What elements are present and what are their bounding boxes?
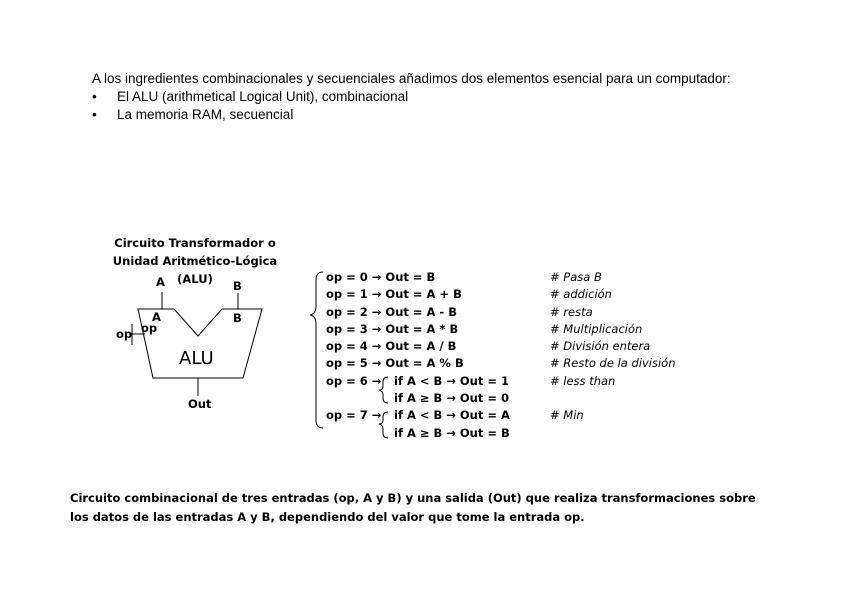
label-op-outer: op <box>116 327 133 341</box>
op-sub-expr: if A ≥ B → Out = 0 <box>394 391 510 406</box>
op-row <box>326 390 510 407</box>
op-comment: # División entera <box>550 339 651 354</box>
intro-text: A los ingredientes combinacionales y secuenciales añadimos dos elementos esencial para un computador: <box>92 71 731 86</box>
op-comment: # Pasa B <box>550 270 602 284</box>
op-row <box>326 407 584 424</box>
caption-line-2: Unidad Aritmético-Lógica (ALU) <box>112 254 278 286</box>
op-row <box>326 286 612 303</box>
op-row <box>326 355 676 372</box>
op-row <box>326 304 593 321</box>
op-comment: # addición <box>550 287 612 302</box>
op-expr: op = 6 → <box>326 373 382 388</box>
label-op-inner: op <box>141 321 158 335</box>
op-sub-expr: if A < B → Out = A <box>394 408 510 423</box>
op-sub-expr: if A < B → Out = 1 <box>394 373 510 388</box>
op-expr: op = 7 → <box>326 408 382 423</box>
bullet-alu: • El ALU (arithmetical Logical Unit), combinacional <box>92 88 731 106</box>
label-a-inner: A <box>152 310 161 324</box>
op-row <box>326 373 616 390</box>
op-expr: op = 0 → Out = B <box>326 270 436 284</box>
op-comment: # Resto de la división <box>550 356 676 371</box>
op-expr: op = 5 → Out = A % B <box>326 356 464 371</box>
op-expr: op = 2 → Out = A - B <box>326 304 457 319</box>
caption-line-1: Circuito Transformador o <box>114 236 276 250</box>
op-row <box>326 321 643 338</box>
label-b-outer: B <box>233 279 242 293</box>
op-row <box>326 425 510 442</box>
op-comment: # Multiplicación <box>550 321 643 336</box>
op-comment: # resta <box>550 304 593 319</box>
op-comment: # less than <box>550 373 616 388</box>
label-a-outer: A <box>156 275 165 289</box>
label-out: Out <box>188 397 212 411</box>
bullet-ram: • La memoria RAM, secuencial <box>92 106 731 124</box>
label-alu: ALU <box>179 348 214 369</box>
operations-table <box>326 269 676 442</box>
op-row <box>326 338 651 355</box>
op-expr: op = 4 → Out = A / B <box>326 339 457 354</box>
footer-description: Circuito combinacional de tres entradas (op, A y B) y una salida (Out) que realiza transformaciones sobre los datos de las entradas A y B, dependiendo del valor que tome la entrada op. <box>70 491 756 524</box>
op-sub-expr: if A ≥ B → Out = B <box>394 425 510 440</box>
op-expr: op = 1 → Out = A + B <box>326 287 462 302</box>
op-comment: # Min <box>550 408 584 423</box>
ops-brace <box>310 272 323 428</box>
label-b-inner: B <box>233 311 242 325</box>
op-expr: op = 3 → Out = A * B <box>326 321 459 336</box>
op-row <box>326 269 602 286</box>
